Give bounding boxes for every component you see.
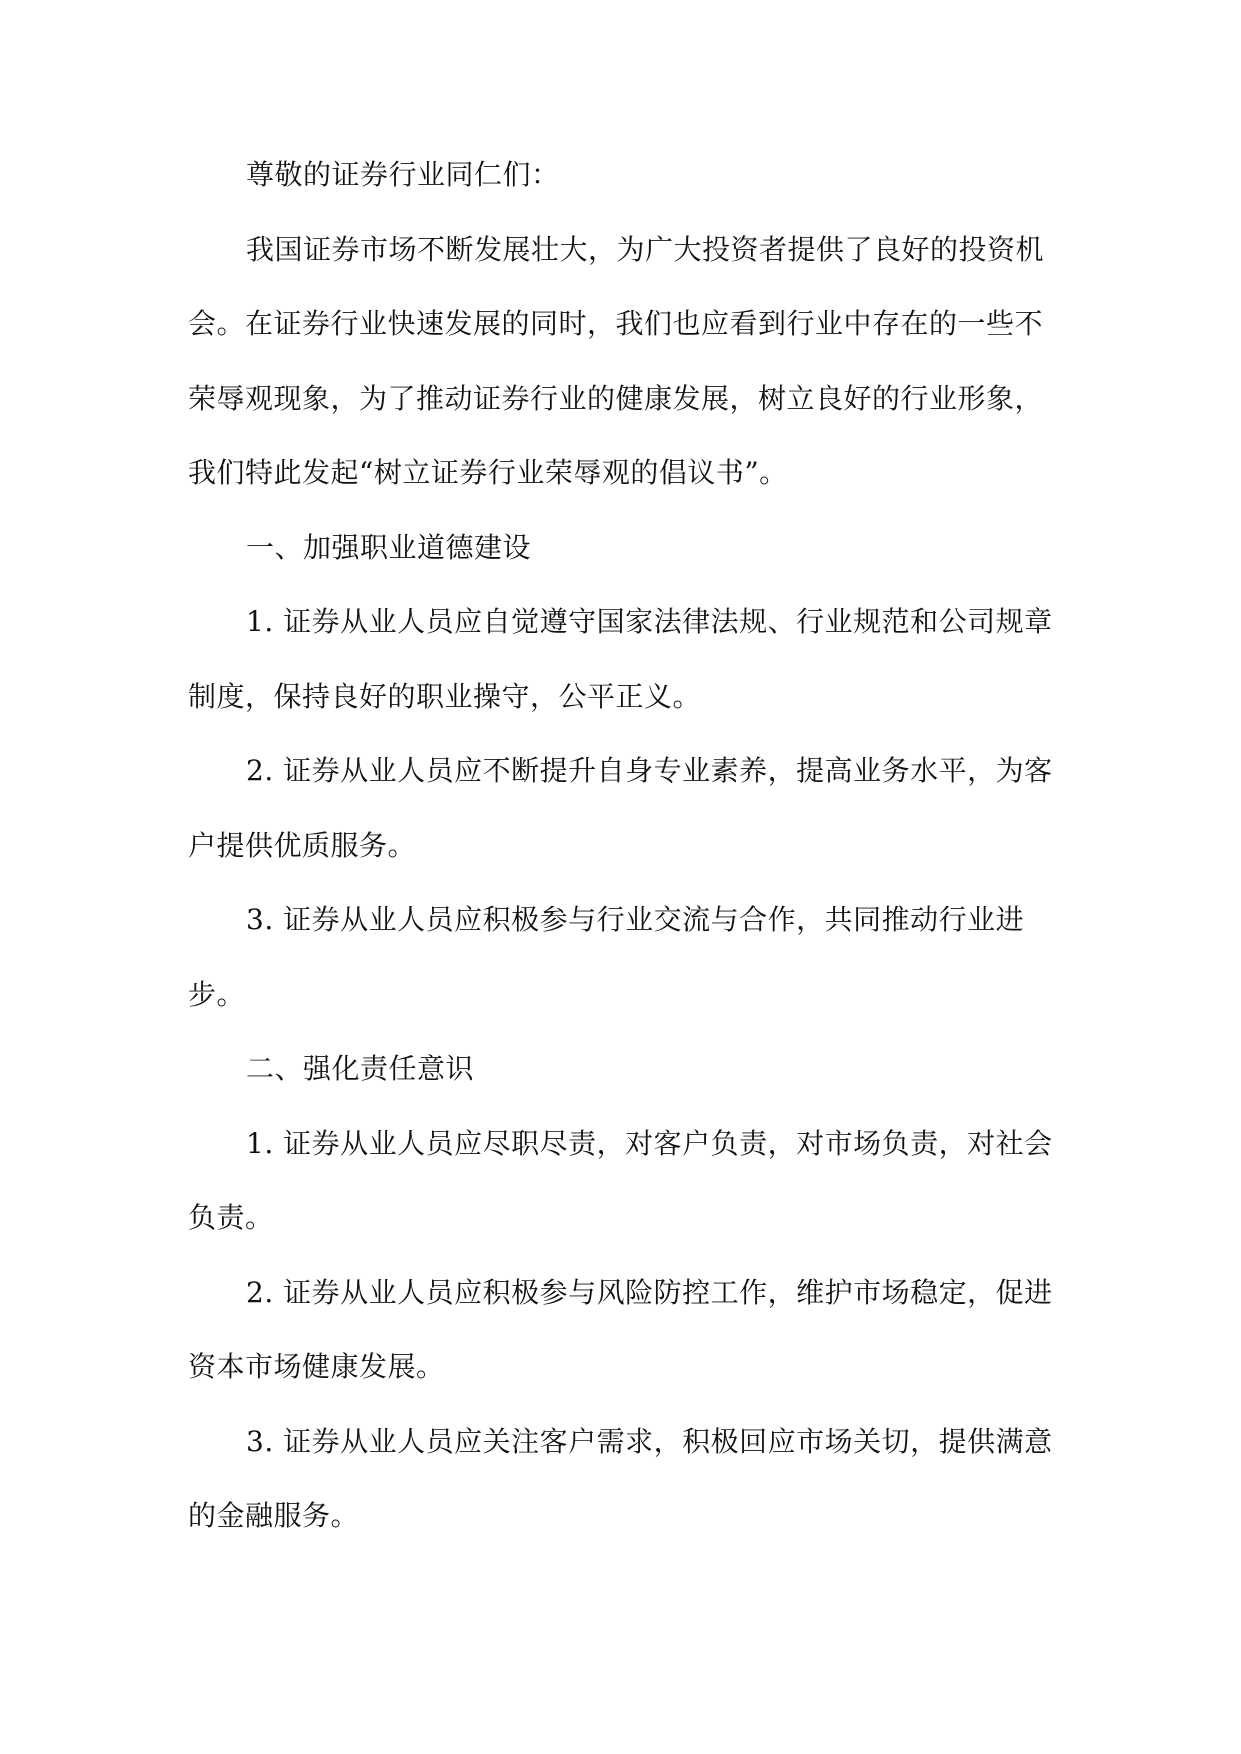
section-2-item-1: 1. 证券从业人员应尽职尽责，对客户负责，对市场负责，对社会负责。 [188, 1126, 1053, 1234]
greeting: 尊敬的证券行业同仁们： [246, 158, 560, 191]
section-2-item-2: 2. 证券从业人员应积极参与风险防控工作，维护市场稳定，促进资本市场健康发展。 [188, 1275, 1053, 1383]
section-2-heading: 二、强化责任意识 [246, 1052, 475, 1085]
section-1-item-3: 3. 证券从业人员应积极参与行业交流与合作，共同推动行业进步。 [188, 903, 1025, 1011]
section-1-item-2: 2. 证券从业人员应不断提升自身专业素养，提高业务水平，为客户提供优质服务。 [188, 754, 1053, 862]
intro-paragraph: 我国证券市场不断发展壮大，为广大投资者提供了良好的投资机会。在证券行业快速发展的同时，我们也应看到行业中存在的一些不荣辱观现象，为了推动证券行业的健康发展，树立良好的行业形象，我们特此发起“树立证券行业荣辱观的倡议书”。 [188, 232, 1045, 489]
section-1-item-1: 1. 证券从业人员应自觉遵守国家法律法规、行业规范和公司规章制度，保持良好的职业操守，公平正义。 [188, 605, 1053, 713]
section-1-heading: 一、加强职业道德建设 [246, 530, 532, 564]
section-2-item-3: 3. 证券从业人员应关注客户需求，积极回应市场关切，提供满意的金融服务。 [188, 1424, 1053, 1532]
document-body [188, 138, 1055, 1554]
